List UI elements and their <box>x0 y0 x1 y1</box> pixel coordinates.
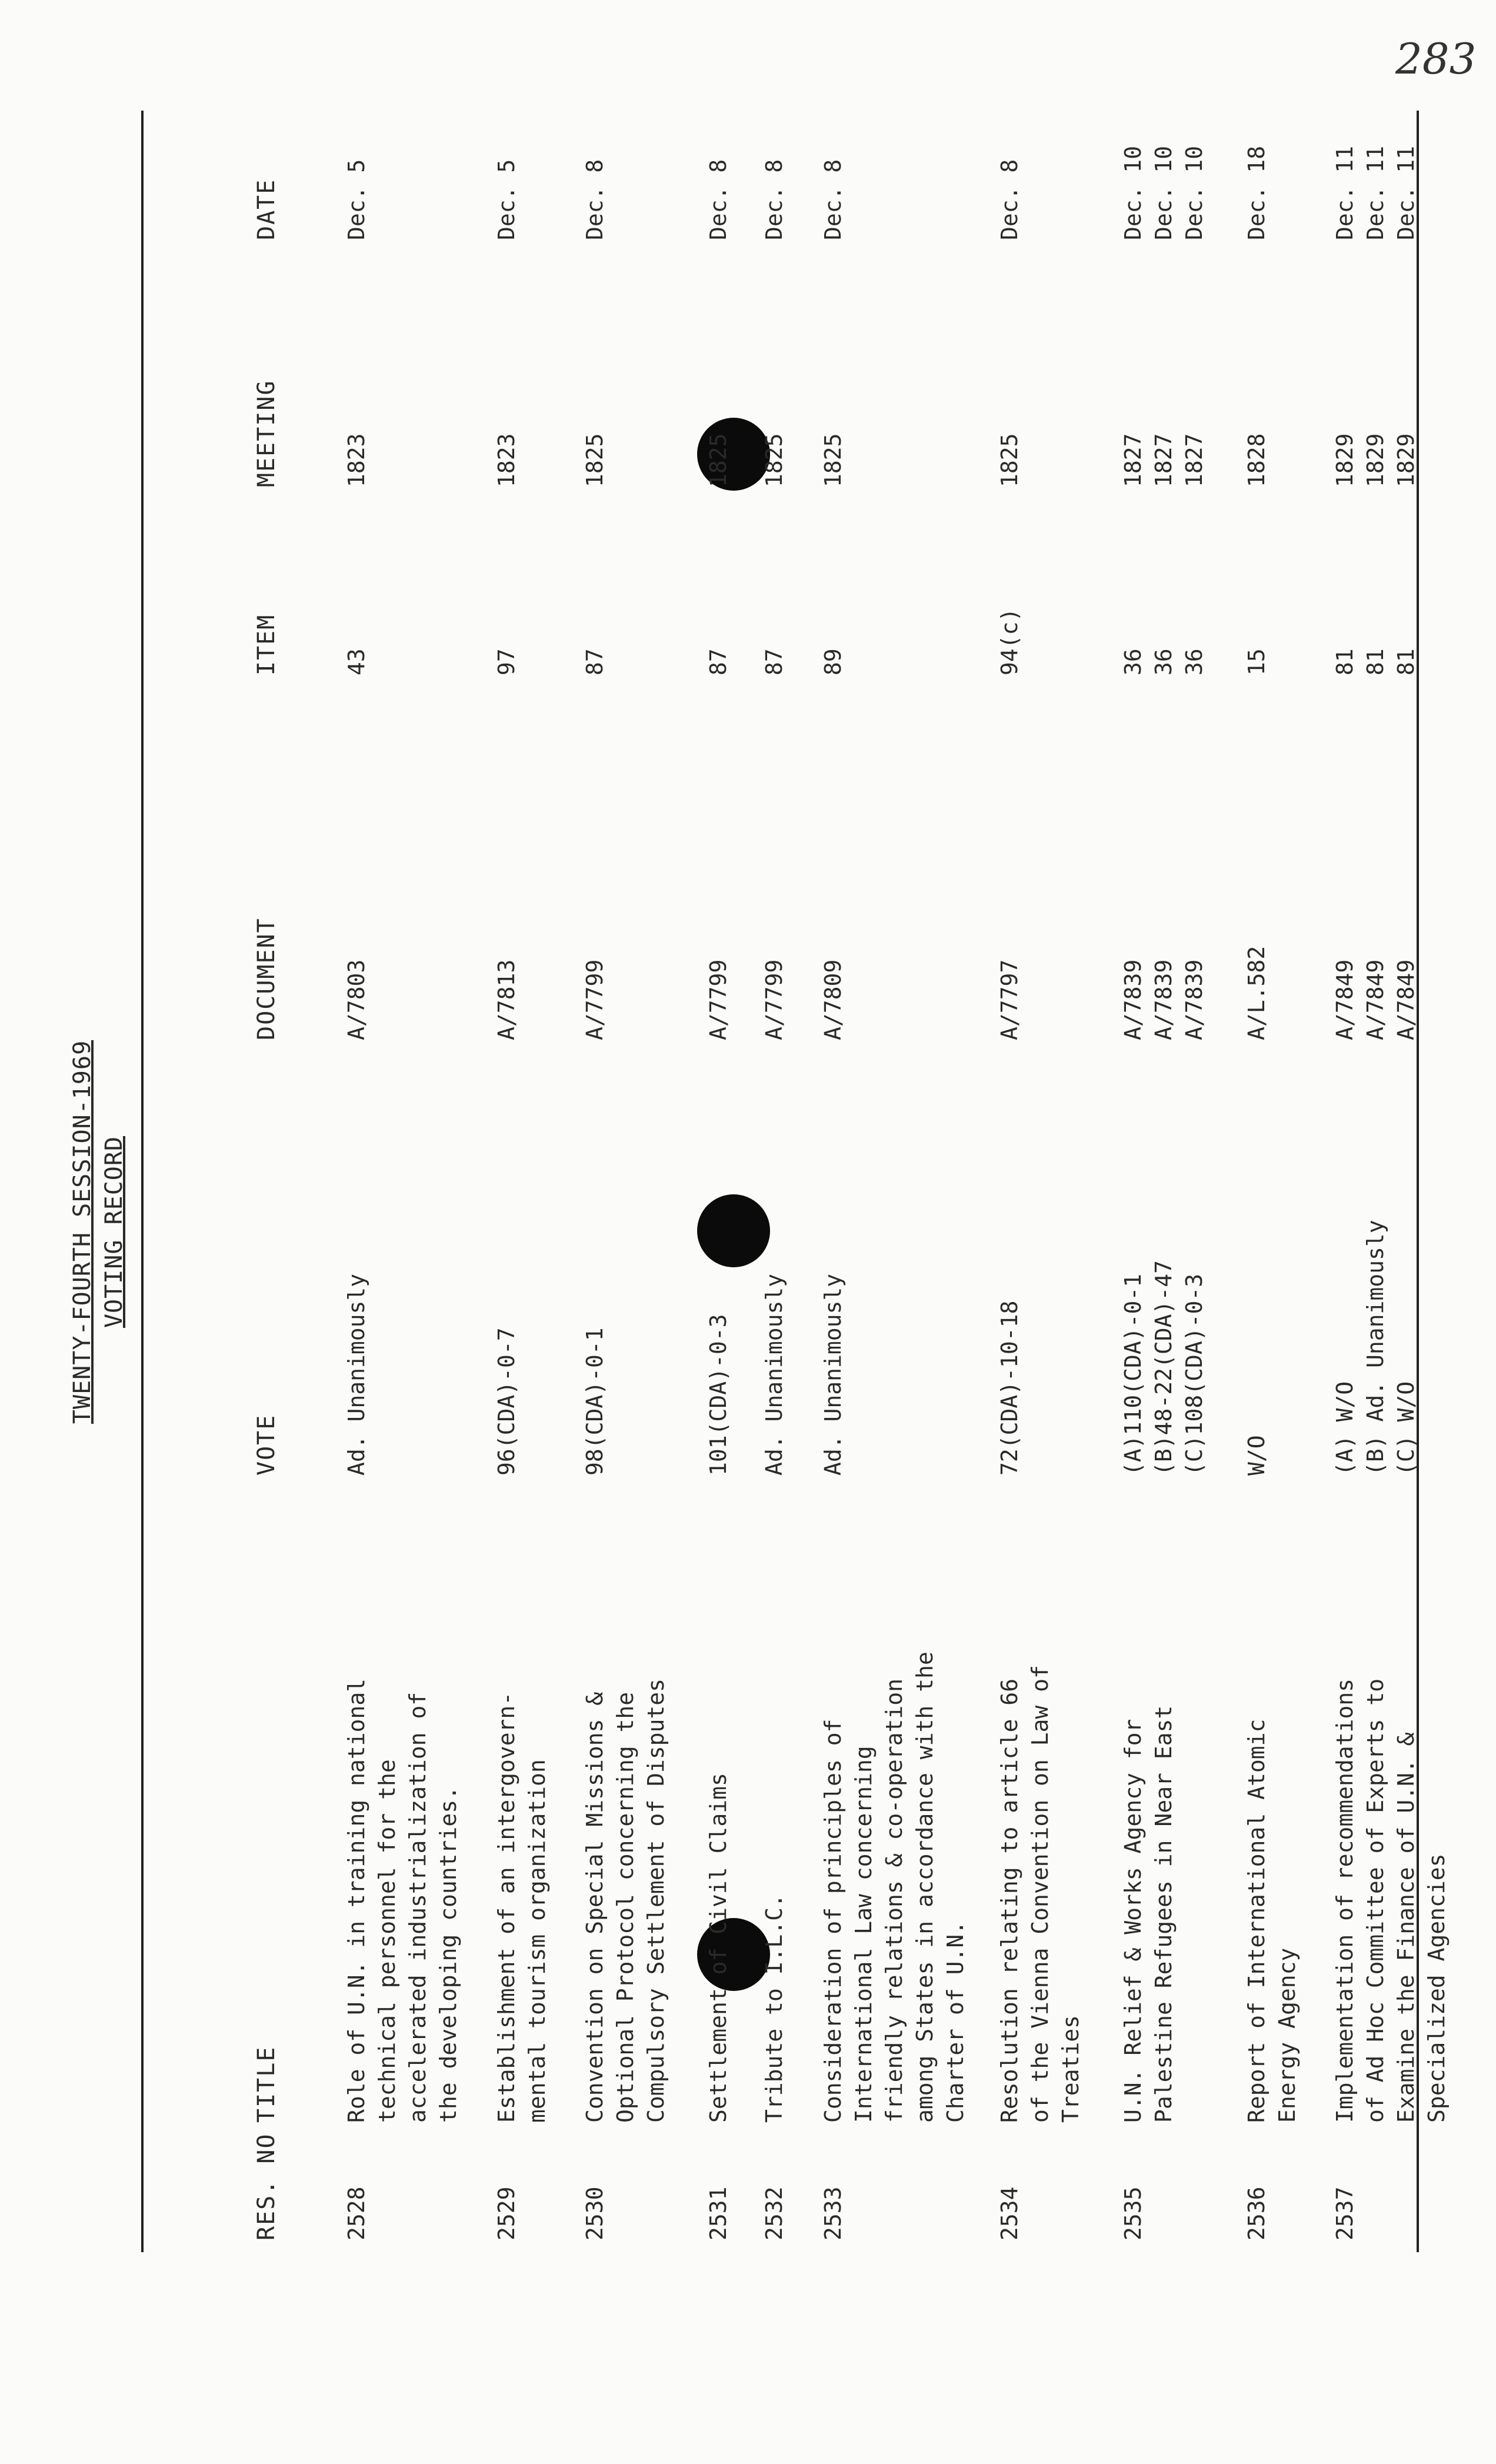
vote-cell: 96(CDA)-0-7 <box>494 1327 519 1476</box>
vote-cell: (A) W/O (B) Ad. Unanimously (C) W/O <box>1332 1220 1419 1476</box>
date-cell: Dec. 10 Dec. 10 Dec. 10 <box>1120 145 1207 240</box>
meeting-cell: 1823 <box>344 433 369 487</box>
date-cell: Dec. 11 Dec. 11 Dec. 11 <box>1332 145 1419 240</box>
title-cell: Settlement of Civil Claims <box>705 1773 731 2123</box>
vote-cell: Ad. Unanimously <box>761 1273 787 1476</box>
title-cell: U.N. Relief & Works Agency for Palestine Refugees in Near East <box>1120 1705 1177 2123</box>
meeting-cell: 1823 <box>494 433 519 487</box>
item-cell: 15 <box>1244 648 1270 675</box>
document-subheading <box>99 0 129 2464</box>
item-cell: 36 36 36 <box>1120 648 1207 675</box>
header-vote: VOTE <box>253 1414 280 1476</box>
item-cell: 87 <box>761 648 787 675</box>
res-no-cell: 2531 <box>705 2186 731 2240</box>
title-cell: Report of International Atomic Energy Agency <box>1244 1719 1300 2123</box>
title-cell: Convention on Special Missions & Optional Protocol concerning the Compulsory Settlement of Disputes <box>582 1679 669 2123</box>
item-cell: 97 <box>494 648 519 675</box>
vote-cell: 98(CDA)-0-1 <box>582 1327 608 1476</box>
vote-cell: Ad. Unanimously <box>820 1273 846 1476</box>
title-cell: Role of U.N. in training national technical personnel for the accelerated industrialization of the developing countries. <box>344 1679 461 2123</box>
item-cell: 94(c) <box>997 608 1022 675</box>
date-cell: Dec. 5 <box>494 159 519 240</box>
meeting-cell: 1829 1829 1829 <box>1332 433 1419 487</box>
header-res-no: RES. NO <box>253 2133 280 2240</box>
document-cell: A/7803 <box>344 959 369 1040</box>
table-top-rule <box>141 111 144 2252</box>
meeting-cell: 1827 1827 1827 <box>1120 433 1207 487</box>
header-title: TITLE <box>253 2046 280 2123</box>
date-cell: Dec. 8 <box>761 159 787 240</box>
document-cell: A/7799 <box>761 959 787 1040</box>
vote-cell: W/O <box>1244 1435 1270 1476</box>
date-cell: Dec. 5 <box>344 159 369 240</box>
header-date: DATE <box>253 178 280 240</box>
header-item: ITEM <box>253 614 280 675</box>
res-no-cell: 2532 <box>761 2186 787 2240</box>
item-cell: 87 <box>705 648 731 675</box>
res-no-cell: 2528 <box>344 2186 369 2240</box>
date-cell: Dec. 8 <box>997 159 1022 240</box>
document-cell: A/7809 <box>820 959 846 1040</box>
meeting-cell: 1825 <box>997 433 1022 487</box>
title-cell: Establishment of an intergovern- mental tourism organization <box>494 1691 550 2123</box>
document-cell: A/7799 <box>705 959 731 1040</box>
item-cell: 89 <box>820 648 846 675</box>
date-cell: Dec. 8 <box>820 159 846 240</box>
document-cell: A/7813 <box>494 959 519 1040</box>
title-cell: Tribute to I.L.C. <box>761 1894 787 2123</box>
meeting-cell: 1825 <box>582 433 608 487</box>
page-number: 283 <box>1395 34 1477 84</box>
meeting-cell: 1825 <box>820 433 846 487</box>
document-cell: A/7839 A/7839 A/7839 <box>1120 959 1207 1040</box>
title-cell: Implementation of recommendations of Ad Hoc Committee of Experts to Examine the Finance of U.N. & Specialized Agencies <box>1332 1679 1450 2123</box>
header-document: DOCUMENT <box>253 917 280 1040</box>
item-cell: 81 81 81 <box>1332 648 1419 675</box>
res-no-cell: 2534 <box>997 2186 1022 2240</box>
vote-cell: (A)110(CDA)-0-1 (B)48-22(CDA)-47 (C)108(CDA)-0-3 <box>1120 1260 1207 1476</box>
res-no-cell: 2536 <box>1244 2186 1270 2240</box>
item-cell: 87 <box>582 648 608 675</box>
date-cell: Dec. 8 <box>705 159 731 240</box>
document-cell: A/L.582 <box>1244 945 1270 1040</box>
document-cell: A/7799 <box>582 959 608 1040</box>
document-heading <box>67 0 98 2464</box>
res-no-cell: 2533 <box>820 2186 846 2240</box>
meeting-cell: 1825 <box>761 433 787 487</box>
session-title: TWENTY-FOURTH SESSION-1969 <box>69 1040 96 1424</box>
res-no-cell: 2530 <box>582 2186 608 2240</box>
meeting-cell: 1825 <box>705 433 731 487</box>
vote-cell: 72(CDA)-10-18 <box>997 1300 1022 1476</box>
res-no-cell: 2535 <box>1120 2186 1146 2240</box>
title-cell: Resolution relating to article 66 of the Vienna Convention on Law of Treaties <box>997 1665 1084 2123</box>
res-no-cell: 2529 <box>494 2186 519 2240</box>
item-cell: 43 <box>344 648 369 675</box>
document-cell: A/7849 A/7849 A/7849 <box>1332 959 1419 1040</box>
vote-cell: 101(CDA)-0-3 <box>705 1314 731 1476</box>
record-title: VOTING RECORD <box>101 1136 128 1328</box>
date-cell: Dec. 8 <box>582 159 608 240</box>
date-cell: Dec. 18 <box>1244 145 1270 240</box>
title-cell: Consideration of principles of International Law concerning friendly relations & co-operation among States in accordance with the Charter of U.N. <box>820 1651 968 2123</box>
res-no-cell: 2537 <box>1332 2186 1358 2240</box>
document-cell: A/7797 <box>997 959 1022 1040</box>
header-meeting: MEETING <box>253 379 280 487</box>
meeting-cell: 1828 <box>1244 433 1270 487</box>
vote-cell: Ad. Unanimously <box>344 1273 369 1476</box>
